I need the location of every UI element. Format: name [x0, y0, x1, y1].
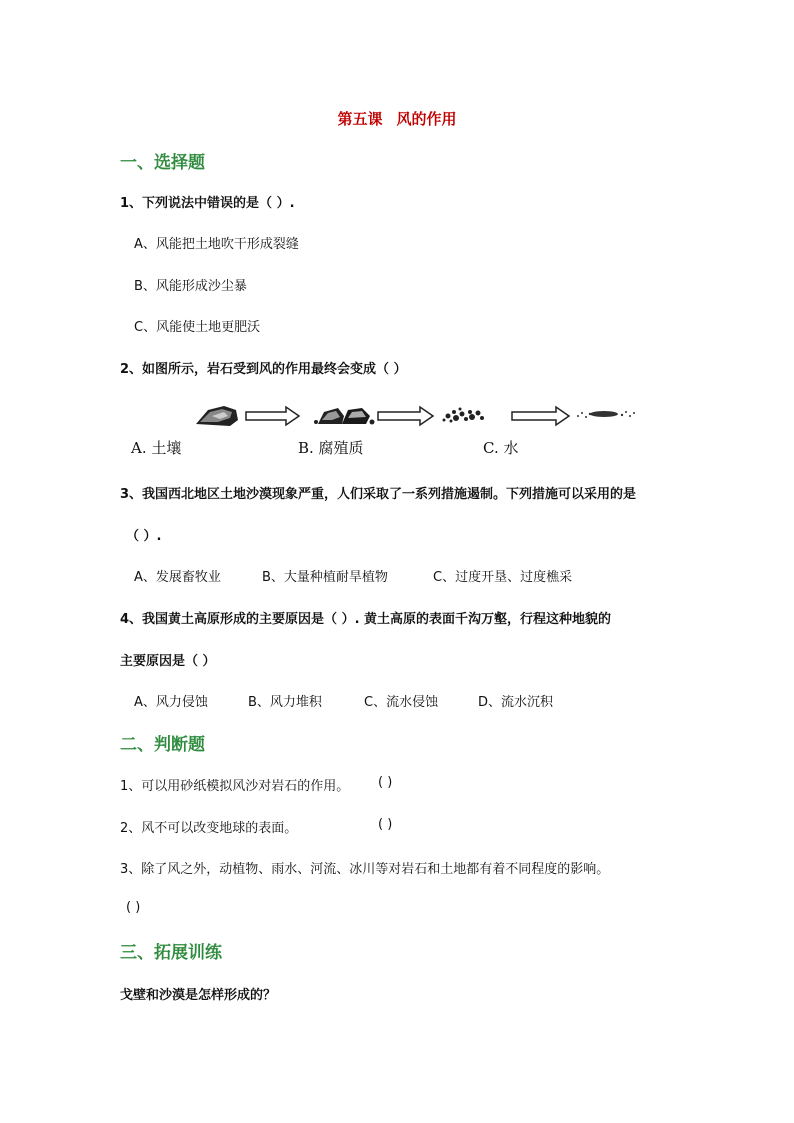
question-3-line-2: （ ）. — [126, 529, 162, 544]
section-heading-judgment: 二、判断题 — [120, 735, 205, 755]
arrow-icon — [378, 407, 433, 425]
q1-option-a: A、风能把土地吹干形成裂缝 — [134, 237, 299, 252]
question-4-line-2: 主要原因是（ ） — [120, 654, 216, 669]
rock-weathering-figure — [126, 398, 646, 464]
judgment-1-answer: ( ) — [378, 775, 393, 790]
question-1: 1、下列说法中错误的是（ ）. — [120, 196, 295, 211]
broken-rock-image — [314, 408, 375, 425]
gravel-image — [443, 408, 485, 423]
figure-label-a: A. 土壤 — [131, 439, 182, 457]
q1-option-b: B、风能形成沙尘暴 — [134, 279, 247, 294]
sand-image — [577, 411, 635, 418]
figure-label-c: C. 水 — [483, 439, 519, 457]
figure-label-b: B. 腐殖质 — [298, 439, 364, 457]
q3-option-c: C、过度开垦、过度樵采 — [433, 570, 573, 585]
question-4-line-1: 4、我国黄土高原形成的主要原因是（ ）. 黄土高原的表面千沟万壑，行程这种地貌的 — [120, 612, 612, 627]
judgment-1: 1、可以用砂纸模拟风沙对岩石的作用。 — [120, 779, 350, 794]
page-title — [0, 108, 794, 129]
q4-option-d: D、流水沉积 — [478, 695, 554, 710]
q4-option-c: C、流水侵蚀 — [364, 695, 439, 710]
judgment-3: 3、除了风之外，动植物、雨水、河流、冰川等对岩石和土地都有着不同程度的影响。 — [120, 862, 610, 877]
q4-option-b: B、风力堆积 — [248, 695, 322, 710]
section-heading-extension: 三、拓展训练 — [120, 943, 222, 963]
arrow-icon — [512, 407, 569, 425]
judgment-2-answer: ( ) — [378, 817, 393, 832]
q3-option-a: A、发展畜牧业 — [134, 570, 221, 585]
extension-question: 戈壁和沙漠是怎样形成的？ — [120, 988, 277, 1003]
section-heading-choice: 一、选择题 — [120, 153, 205, 173]
question-2: 2、如图所示，岩石受到风的作用最终会变成（ ） — [120, 362, 407, 377]
lesson-number: 第五课 — [337, 110, 383, 128]
judgment-3-answer: ( ) — [126, 900, 141, 915]
q3-option-b: B、大量种植耐旱植物 — [262, 570, 388, 585]
rock-image — [196, 406, 238, 426]
q4-option-a: A、风力侵蚀 — [134, 695, 208, 710]
judgment-2: 2、风不可以改变地球的表面。 — [120, 821, 298, 836]
lesson-name: 风的作用 — [396, 110, 457, 128]
arrow-icon — [246, 407, 299, 425]
question-3-line-1: 3、我国西北地区土地沙漠现象严重，人们采取了一系列措施遏制。下列措施可以采用的是 — [120, 487, 637, 502]
q1-option-c: C、风能使土地更肥沃 — [134, 320, 261, 335]
